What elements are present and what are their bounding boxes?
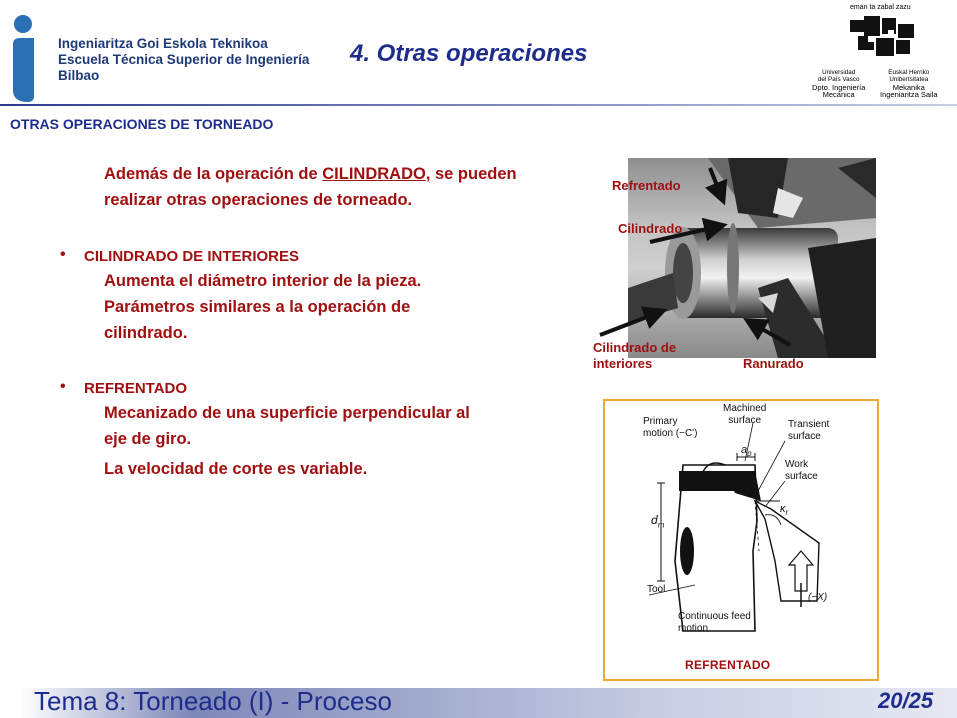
university-line: Universidad [822, 69, 856, 76]
diagram-work-surface [785, 459, 818, 483]
school-logo-icon [10, 10, 48, 102]
university-line: Unibertsitatea [889, 76, 929, 84]
label-cilindrado: Cilindrado [618, 221, 683, 236]
university-line: Ingeniaritza Saila [880, 90, 938, 100]
diagram-primary-motion [643, 416, 697, 440]
section-heading: OTRAS OPERACIONES DE TORNEADO [10, 116, 274, 132]
diagram-label: surface [785, 471, 818, 482]
diagram-label: Continuous feed [678, 611, 751, 622]
diagram-label: surface [788, 431, 821, 442]
diagram-symbol: d [651, 513, 658, 527]
bullet-line: Parámetros similares a la operación de [104, 298, 411, 316]
university-line: Mekanika [892, 82, 925, 92]
diagram-tool: Tool [647, 584, 666, 595]
bullet-icon: • [60, 378, 66, 395]
diagram-symbol: κ [780, 503, 786, 515]
diagram-feed-direction: (−X) [808, 592, 828, 603]
page-number: 20/25 [878, 688, 934, 713]
bullet-line: cilindrado. [104, 324, 188, 342]
university-name-eu [880, 69, 938, 99]
diagram-ap [741, 444, 752, 458]
school-name-line: Ingeniaritza Goi Eskola Teknikoa [58, 36, 268, 51]
bullet-heading: CILINDRADO DE INTERIORES [84, 248, 300, 265]
label-cilindrado-interiores [593, 340, 676, 372]
bullet-line: Aumenta el diámetro interior de la pieza. [104, 272, 422, 290]
university-line: Euskal Herriko [888, 69, 930, 76]
university-line: Dpto. Ingeniería [812, 82, 866, 92]
diagram-machined-surface [723, 403, 766, 427]
bullet-line: eje de giro. [104, 430, 192, 448]
diagram-label: motion (−C') [643, 428, 698, 439]
footer-topic: Tema 8: Torneado (I) - Proceso [34, 686, 392, 716]
university-name-es [812, 69, 865, 99]
arrow-interiores-icon [600, 312, 660, 335]
diagram-label: surface [728, 415, 762, 426]
bullet-body [104, 400, 544, 482]
header-divider [0, 104, 957, 106]
diagram-feed-motion [678, 611, 751, 635]
diagram-subscript: p [747, 449, 752, 459]
school-name [58, 36, 309, 84]
bullet-line: La velocidad de corte es variable. [104, 460, 368, 478]
university-emblem-icon [848, 14, 918, 64]
intro-text: Además de la operación de [104, 165, 323, 183]
bullet-body [104, 268, 544, 346]
diagram-label: Machined [723, 403, 767, 414]
diagram-dm [651, 513, 664, 529]
university-line: Mecánica [822, 90, 855, 100]
university-motto: eman ta zabal zazu [850, 4, 911, 11]
diagram-label: motion [678, 623, 709, 634]
label-line: Cilindrado de [593, 340, 677, 355]
diagram-label: Work [785, 459, 809, 470]
slide-title: 4. Otras operaciones [350, 40, 588, 67]
diagram-transient-surface [788, 419, 829, 443]
diagram-caption: REFRENTADO [685, 658, 771, 672]
label-ranurado: Ranurado [743, 356, 804, 371]
label-refrentado: Refrentado [612, 178, 681, 193]
university-line: del País Vasco [817, 76, 860, 84]
intro-paragraph [104, 161, 544, 213]
bullet-icon: • [60, 246, 66, 263]
diagram-label: Primary [643, 416, 678, 427]
arrow-refrentado-icon [710, 168, 722, 198]
diagram-subscript: m [657, 520, 665, 530]
intro-emphasis: CILINDRADO [322, 165, 426, 183]
bullet-line: Mecanizado de una superficie perpendicular al [104, 404, 470, 422]
school-name-line: Escuela Técnica Superior de Ingeniería [58, 52, 310, 67]
intro-text: , se pueden realizar otras operaciones de torneado. [104, 165, 517, 209]
label-line: interiores [593, 356, 653, 371]
diagram-kr [780, 503, 788, 517]
bullet-heading: REFRENTADO [84, 380, 188, 397]
diagram-label: Transient [788, 419, 830, 430]
diagram-symbol: a [741, 444, 748, 456]
school-name-line: Bilbao [58, 68, 100, 83]
diagram-subscript: r [785, 508, 789, 518]
